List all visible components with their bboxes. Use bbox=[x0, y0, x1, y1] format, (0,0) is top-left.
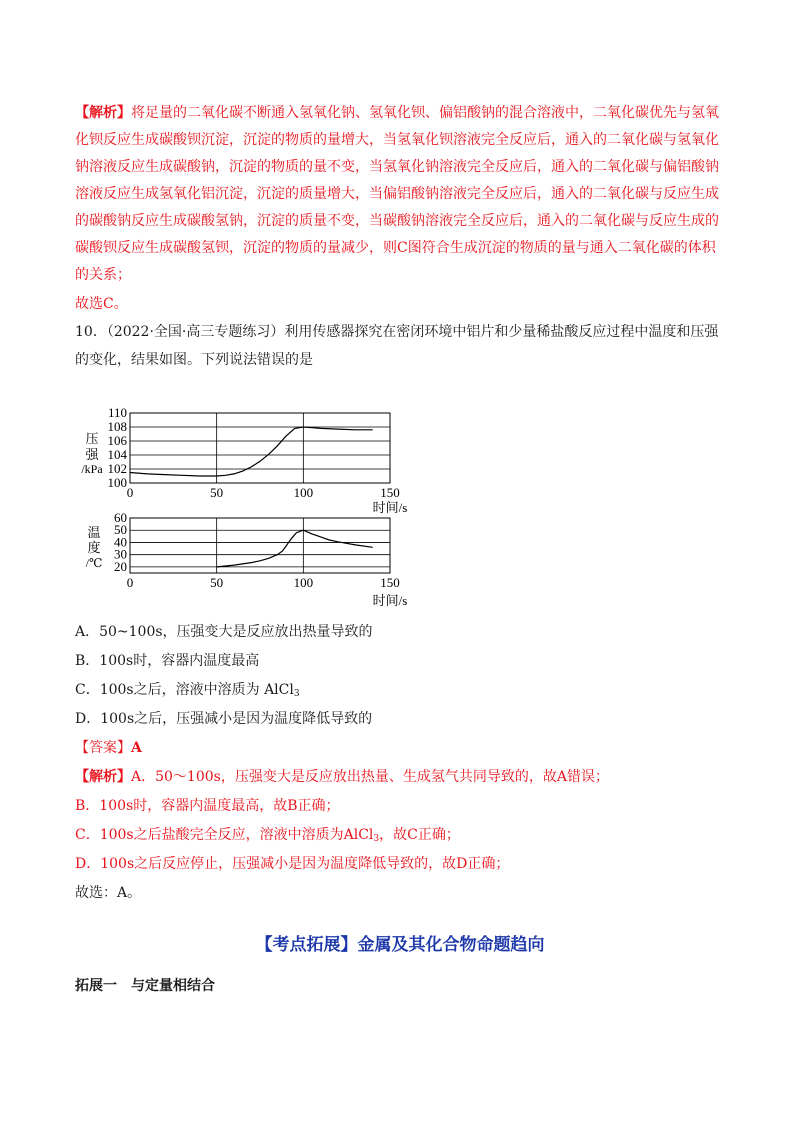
question-line-1: 10．（2022·全国·高三专题练习）利用传感器探究在密闭环境中铝片和少量稀盐酸反应过程中温度和压强 bbox=[75, 324, 719, 340]
question-line-2: 的变化，结果如图。下列说法错误的是 bbox=[75, 352, 313, 368]
answer-tag: 【答案】 bbox=[75, 740, 131, 756]
pressure-xtick-label: 100 bbox=[293, 485, 314, 500]
analysis-b: B．100s时，容器内温度最高，故B正确； bbox=[75, 798, 340, 814]
analysis-conclusion: 故选：A。 bbox=[75, 885, 142, 901]
pressure-chart bbox=[81, 405, 407, 515]
analysis-prev-conclusion: 故选C。 bbox=[75, 296, 128, 312]
temperature-plot-frame bbox=[130, 518, 390, 573]
temperature-chart bbox=[86, 510, 408, 608]
temperature-ytick-label: 20 bbox=[114, 558, 127, 574]
pressure-ytick-label: 102 bbox=[107, 461, 127, 476]
temperature-xtick-label: 150 bbox=[380, 575, 400, 590]
pressure-xlabel: 时间/s bbox=[372, 500, 408, 515]
pressure-ytick-label: 106 bbox=[107, 433, 127, 448]
answer bbox=[75, 738, 735, 758]
analysis-prev-line-5: 的碳酸钠反应生成碳酸氢钠，沉淀的质量不变，当碳酸钠溶液完全反应后，通入的二氧化碳与反应生成的 bbox=[75, 213, 719, 229]
pressure-plot-frame bbox=[130, 413, 390, 483]
analysis-prev-tag: 【解析】 bbox=[75, 105, 131, 121]
temperature-ytick-label: 50 bbox=[114, 522, 127, 538]
pressure-xtick-label: 150 bbox=[380, 485, 400, 500]
answer-value: A bbox=[131, 740, 142, 756]
option-a: A．50~100s，压强变大是反应放出热量导致的 bbox=[75, 624, 373, 640]
analysis-d: D．100s之后反应停止，压强减小是因为温度降低导致的，故D正确； bbox=[75, 856, 510, 872]
option-d: D．100s之后，压强减小是因为温度降低导致的 bbox=[75, 711, 373, 727]
analysis-c: C．100s之后盐酸完全反应，溶液中溶质为AlCl$_3$，故C正确； bbox=[75, 827, 460, 844]
temperature-ytick-label: 60 bbox=[114, 510, 127, 525]
temperature-ytick-label: 30 bbox=[114, 546, 127, 562]
analysis-prev-line-2: 化钡反应生成碳酸钡沉淀，沉淀的物质的量增大，当氢氧化钡溶液完全反应后，通入的二氧化碳与氢氧化 bbox=[75, 132, 719, 148]
analysis-prev-line-6: 碳酸钡反应生成碳酸氢钡，沉淀的物质的量减少，则C图符合生成沉淀的物质的量与通入二氧化碳的体积 bbox=[75, 240, 716, 256]
section-title: 【考点拓展】金属及其化合物命题趋向 bbox=[255, 935, 545, 955]
pressure-ytick-label: 108 bbox=[107, 419, 127, 434]
option-c: C．100s之后，溶液中溶质为 AlCl$_3$ bbox=[75, 682, 300, 699]
temperature-ylabel-3: /℃ bbox=[85, 556, 103, 570]
temperature-ylabel-2: 度 bbox=[87, 540, 101, 555]
pressure-xtick-label: 50 bbox=[210, 485, 224, 500]
pressure-ylabel-3: /kPa bbox=[81, 462, 103, 476]
analysis-a: 【解析】A．50～100s，压强变大是反应放出热量、生成氢气共同导致的，故A错误； bbox=[75, 769, 609, 785]
option-b: B．100s时，容器内温度最高 bbox=[75, 653, 260, 669]
pressure-ytick-label: 100 bbox=[107, 475, 127, 490]
subsection-title: 拓展一 与定量相结合 bbox=[75, 978, 215, 994]
pressure-ytick-label: 110 bbox=[107, 405, 127, 420]
analysis-tag: 【解析】 bbox=[75, 769, 131, 785]
pressure-ylabel-1: 压 bbox=[85, 431, 99, 446]
analysis-prev-line-1: 【解析】将足量的二氧化碳不断通入氢氧化钠、氢氧化钡、偏铝酸钠的混合溶液中，二氧化碳优先与氢氧 bbox=[75, 105, 719, 121]
temperature-xlabel: 时间/s bbox=[372, 593, 408, 608]
temperature-xtick-label: 0 bbox=[126, 575, 134, 590]
analysis-prev-line-3: 钠溶液反应生成碳酸钠，沉淀的物质的量不变，当氢氧化钠溶液完全反应后，通入的二氧化碳与偏铝酸钠 bbox=[75, 159, 719, 175]
pressure-temperature-charts bbox=[70, 395, 410, 620]
temperature-xtick-label: 100 bbox=[293, 575, 314, 590]
analysis-prev-line-7: 的关系； bbox=[75, 267, 131, 283]
temperature-series-line bbox=[217, 530, 373, 567]
pressure-xtick-label: 0 bbox=[126, 485, 134, 500]
pressure-ylabel-2: 强 bbox=[85, 447, 99, 462]
temperature-ytick-label: 40 bbox=[114, 534, 127, 550]
pressure-ytick-label: 104 bbox=[107, 447, 127, 462]
analysis-prev-line-4: 溶液反应生成氢氧化铝沉淀，沉淀的质量增大，当偏铝酸钠溶液完全反应后，通入的二氧化碳与反应生成 bbox=[75, 186, 719, 202]
temperature-xtick-label: 50 bbox=[210, 575, 224, 590]
temperature-ylabel-1: 温 bbox=[87, 525, 101, 540]
